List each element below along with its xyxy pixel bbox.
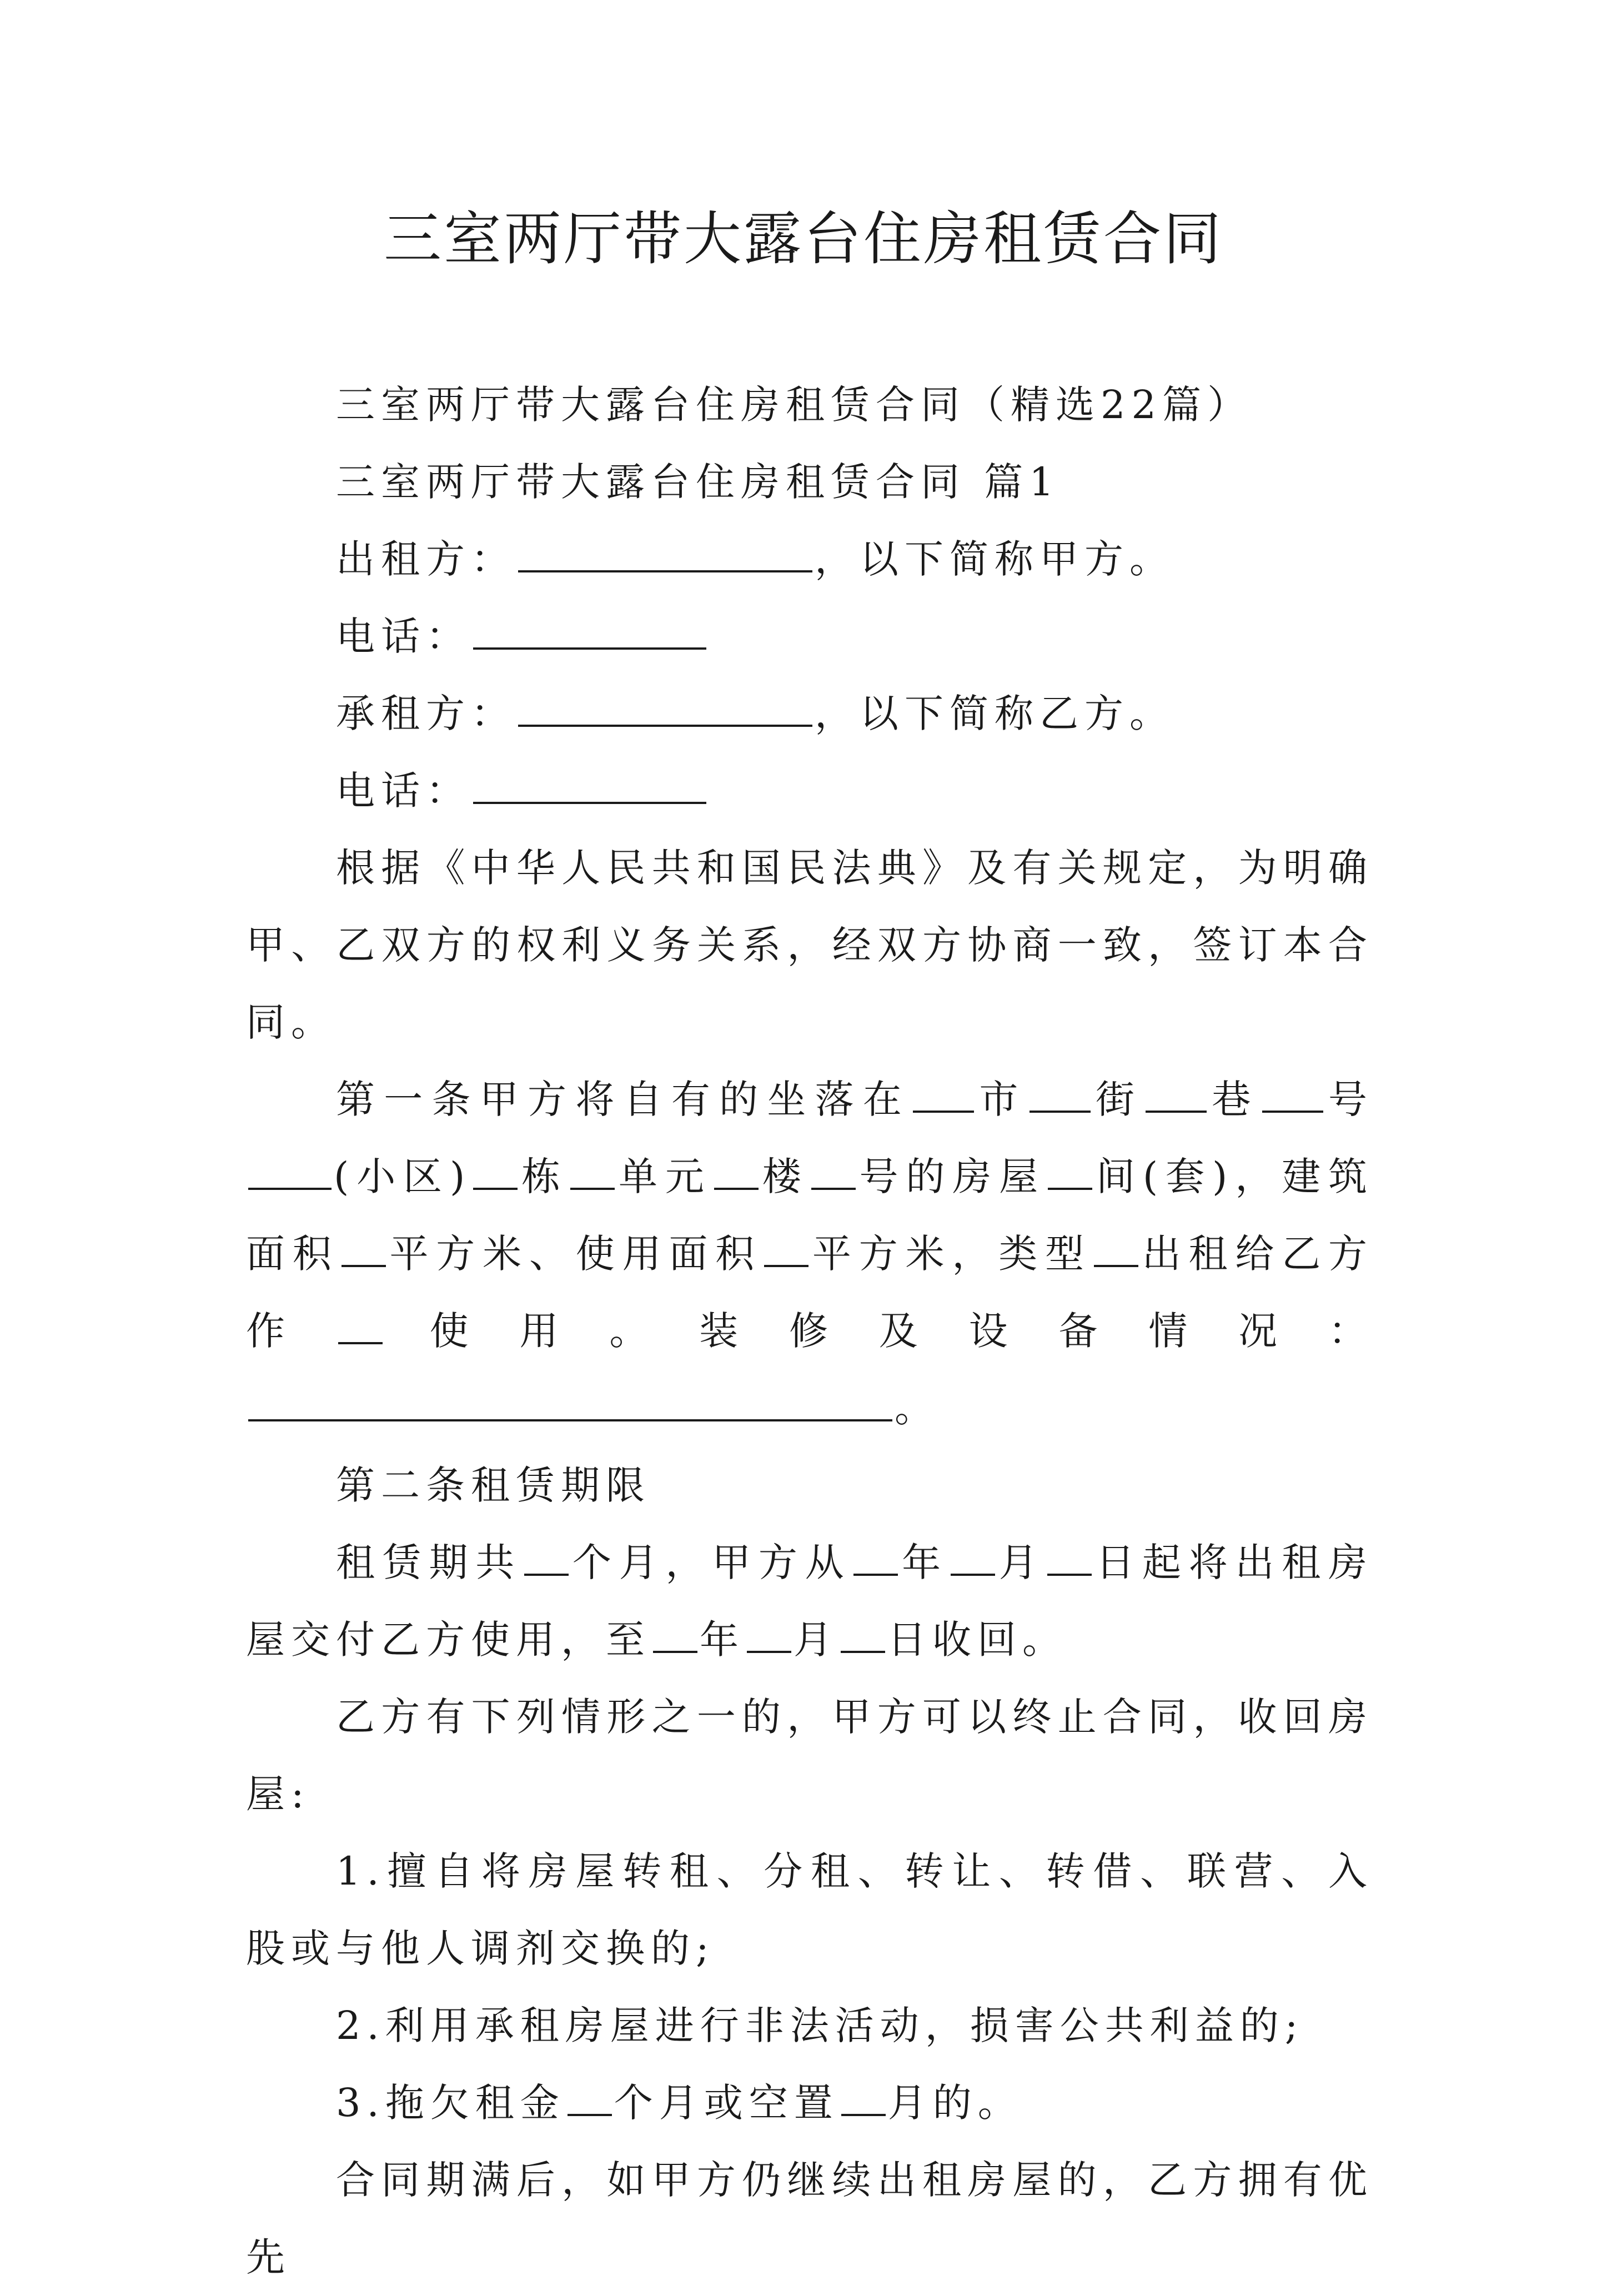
document-body [246, 366, 1373, 2296]
art2-text: 个月，甲方从 [571, 1540, 852, 1585]
art2-text: 年 [700, 1617, 745, 1662]
art1-text: 平方米，类型 [811, 1231, 1092, 1277]
art1-text: 平方米、使用面积 [388, 1231, 762, 1277]
art1-text: 号的房屋 [857, 1154, 1046, 1199]
art2-text: 月 [794, 1617, 838, 1662]
type-blank [1094, 1226, 1138, 1267]
document-subtitle: 三室两厅带大露台住房租赁合同（精选22篇） [336, 382, 1253, 428]
community-blank [248, 1149, 332, 1190]
lessee-suffix: ，以下简称乙方。 [815, 691, 1174, 736]
usable-area-blank [764, 1226, 808, 1267]
equipment-blank [248, 1380, 892, 1421]
art1-text: (小区) [334, 1154, 471, 1199]
lessor-label: 出租方： [336, 536, 516, 582]
room-number-blank [811, 1149, 856, 1190]
section-heading: 三室两厅带大露台住房租赁合同 篇1 [336, 459, 1060, 505]
rooms-blank [1048, 1149, 1092, 1190]
start-day-blank [1047, 1535, 1092, 1576]
start-year-blank [853, 1535, 898, 1576]
document-title: 三室两厅带大露台住房租赁合同 [383, 205, 1223, 273]
lessee-blank [518, 686, 812, 727]
preamble-paragraph: 根据《中华人民共和国民法典》及有关规定，为明确甲、乙双方的权利义务关系，经双方协商一致，签订本合同。 [246, 845, 1373, 1045]
city-blank [913, 1072, 974, 1113]
unit-blank [570, 1149, 615, 1190]
building-blank [473, 1149, 518, 1190]
usage-blank [338, 1303, 383, 1344]
art2-text: 日收回。 [887, 1617, 1067, 1662]
end-month-blank [747, 1612, 791, 1653]
vacancy-months-blank [841, 2075, 886, 2116]
article-2-paragraph [246, 1524, 1373, 1679]
art1-text: 出租给乙方作 [246, 1231, 1374, 1354]
termination-item-2: 2.利用承租房屋进行非法活动，损害公共利益的; [336, 2003, 1304, 2048]
item3-text: 月的。 [887, 2080, 1023, 2126]
end-year-blank [653, 1612, 697, 1653]
art1-text: 市 [976, 1077, 1027, 1122]
art1-text: 第一条甲方将自有的坐落在 [336, 1077, 911, 1122]
number-blank [1262, 1072, 1323, 1113]
phone-label: 电话： [336, 614, 471, 659]
building-area-blank [342, 1226, 386, 1267]
art1-text: 栋 [520, 1154, 569, 1199]
art1-text: 巷 [1209, 1077, 1260, 1122]
lessor-blank [518, 531, 812, 572]
term-months-blank [524, 1535, 569, 1576]
termination-intro: 乙方有下列情形之一的，甲方可以终止合同，收回房屋: [246, 1694, 1373, 1817]
street-blank [1030, 1072, 1091, 1113]
renewal-paragraph: 合同期满后，如甲方仍继续出租房屋的，乙方拥有优先 [246, 2157, 1373, 2280]
art1-text: 楼 [760, 1154, 809, 1199]
phone-label: 电话： [336, 768, 471, 813]
art2-text: 年 [900, 1540, 948, 1585]
item3-text: 3.拖欠租金 [336, 2080, 565, 2126]
termination-item-3 [246, 2064, 1373, 2142]
lessee-phone-line [246, 752, 1373, 830]
arrears-months-blank [568, 2075, 612, 2116]
lessee-line [246, 675, 1373, 752]
art1-text: 号 [1325, 1077, 1374, 1122]
lessee-phone-blank [473, 763, 706, 804]
lessee-label: 承租方： [336, 691, 516, 736]
art1-text: 。 [895, 1385, 940, 1431]
lessor-phone-blank [473, 609, 706, 650]
lessor-suffix: ，以下简称甲方。 [815, 536, 1174, 582]
lessor-line [246, 521, 1373, 598]
lessor-phone-line [246, 598, 1373, 675]
art1-text: 间(套)，建筑面积 [246, 1154, 1374, 1277]
art2-text: 月 [997, 1540, 1046, 1585]
floor-blank [714, 1149, 759, 1190]
lane-blank [1146, 1072, 1207, 1113]
art1-text: 使用。装修及设备情况： [384, 1308, 1374, 1354]
start-month-blank [951, 1535, 995, 1576]
art2-text: 租赁期共 [336, 1540, 523, 1585]
art1-text: 单元 [617, 1154, 712, 1199]
art1-text: 街 [1092, 1077, 1144, 1122]
item3-text: 个月或空置 [614, 2080, 839, 2126]
article-2-heading: 第二条租赁期限 [336, 1463, 651, 1508]
termination-item-1: 1.擅自将房屋转租、分租、转让、转借、联营、入股或与他人调剂交换的; [246, 1848, 1373, 1971]
article-1-paragraph [246, 1061, 1373, 1447]
art2-text: 日起将出租房屋交付乙方使用，至 [246, 1540, 1374, 1662]
end-day-blank [841, 1612, 885, 1653]
